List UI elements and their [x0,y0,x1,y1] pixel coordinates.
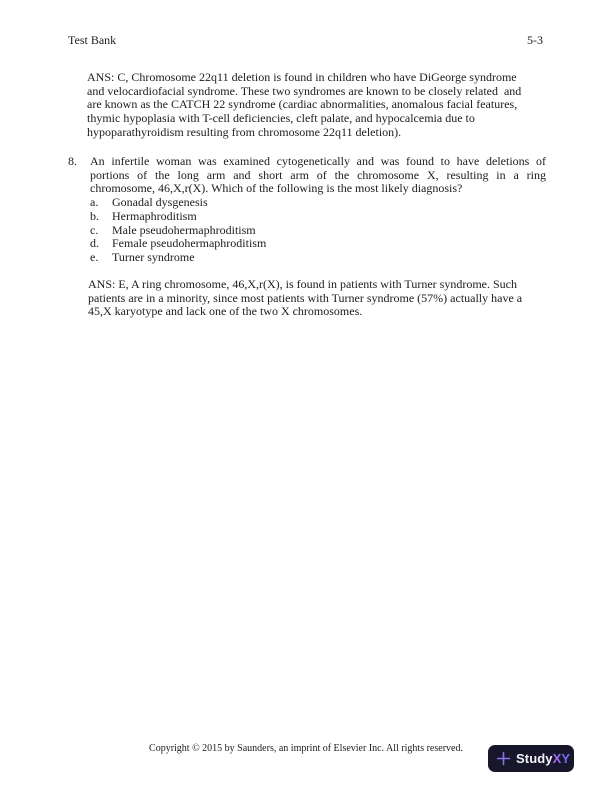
option-letter: b. [90,208,99,223]
answer-paragraph-e [88,278,550,319]
brand-y: Y [561,751,571,766]
text-line: chromosome, 46,X,r(X). Which of the following is the most likely diagnosis? [90,181,463,196]
answer-paragraph-c [87,71,548,140]
question-8 [68,155,546,265]
option-text: Hermaphroditism [112,208,197,223]
page-header [68,34,543,48]
text-line: thymic hypoplasia with T-cell deficiencies, cleft palate, and hypocalcemia due to [87,111,475,126]
option-text: Turner syndrome [112,249,195,264]
brand-prefix: Study [516,751,553,766]
text-line: ANS: E, A ring chromosome, 46,X,r(X), is found in patients with Turner syndrome. Such [88,277,517,291]
option-letter: a. [90,195,99,210]
option-text: Gonadal dysgenesis [112,195,208,210]
text-line: are known as the CATCH 22 syndrome (cardiac abnormalities, anomalous facial features, [87,97,518,112]
option-letter: c. [90,222,99,237]
copyright-notice: Copyright © 2015 by Saunders, an imprint of Elsevier Inc. All rights reserved. [149,743,463,754]
studyxy-brand-badge[interactable] [488,745,574,772]
option-text: Female pseudohermaphroditism [112,236,267,251]
brand-x: X [552,751,562,766]
text-line: ANS: C, Chromosome 22q11 deletion is found in children who have DiGeorge syndrome [87,70,517,84]
options-list [90,196,546,265]
option-text: Male pseudohermaphroditism [112,222,256,237]
text-line: patients are in a minority, since most patients with Turner syndrome (57%) actually have a [88,290,523,305]
text-line: portions of the long arm and short arm of the chromosome X, resulting in a ring [90,167,546,182]
text-line: and velocardiofacial syndrome. These two syndromes are known to be closely related and [87,83,522,98]
text-line: An infertile woman was examined cytogenetically and was found to have deletions of [90,154,546,168]
question-number: 8. [68,154,77,168]
option-c [90,224,546,238]
option-a [90,196,546,210]
brand-name [516,751,570,766]
page-number: 5-3 [527,33,543,47]
option-b [90,210,546,224]
option-d [90,237,546,251]
text-line: hypoparathyroidism resulting from chromosome 22q11 deletion). [87,124,402,139]
question-content [90,155,546,265]
document-title: Test Bank [68,33,117,47]
option-letter: d. [90,236,99,251]
option-letter: e. [90,249,99,264]
option-e [90,251,546,265]
question-text [90,155,546,196]
text-line: 45,X karyotype and lack one of the two X chromosomes. [88,304,363,319]
plus-icon [496,751,511,766]
